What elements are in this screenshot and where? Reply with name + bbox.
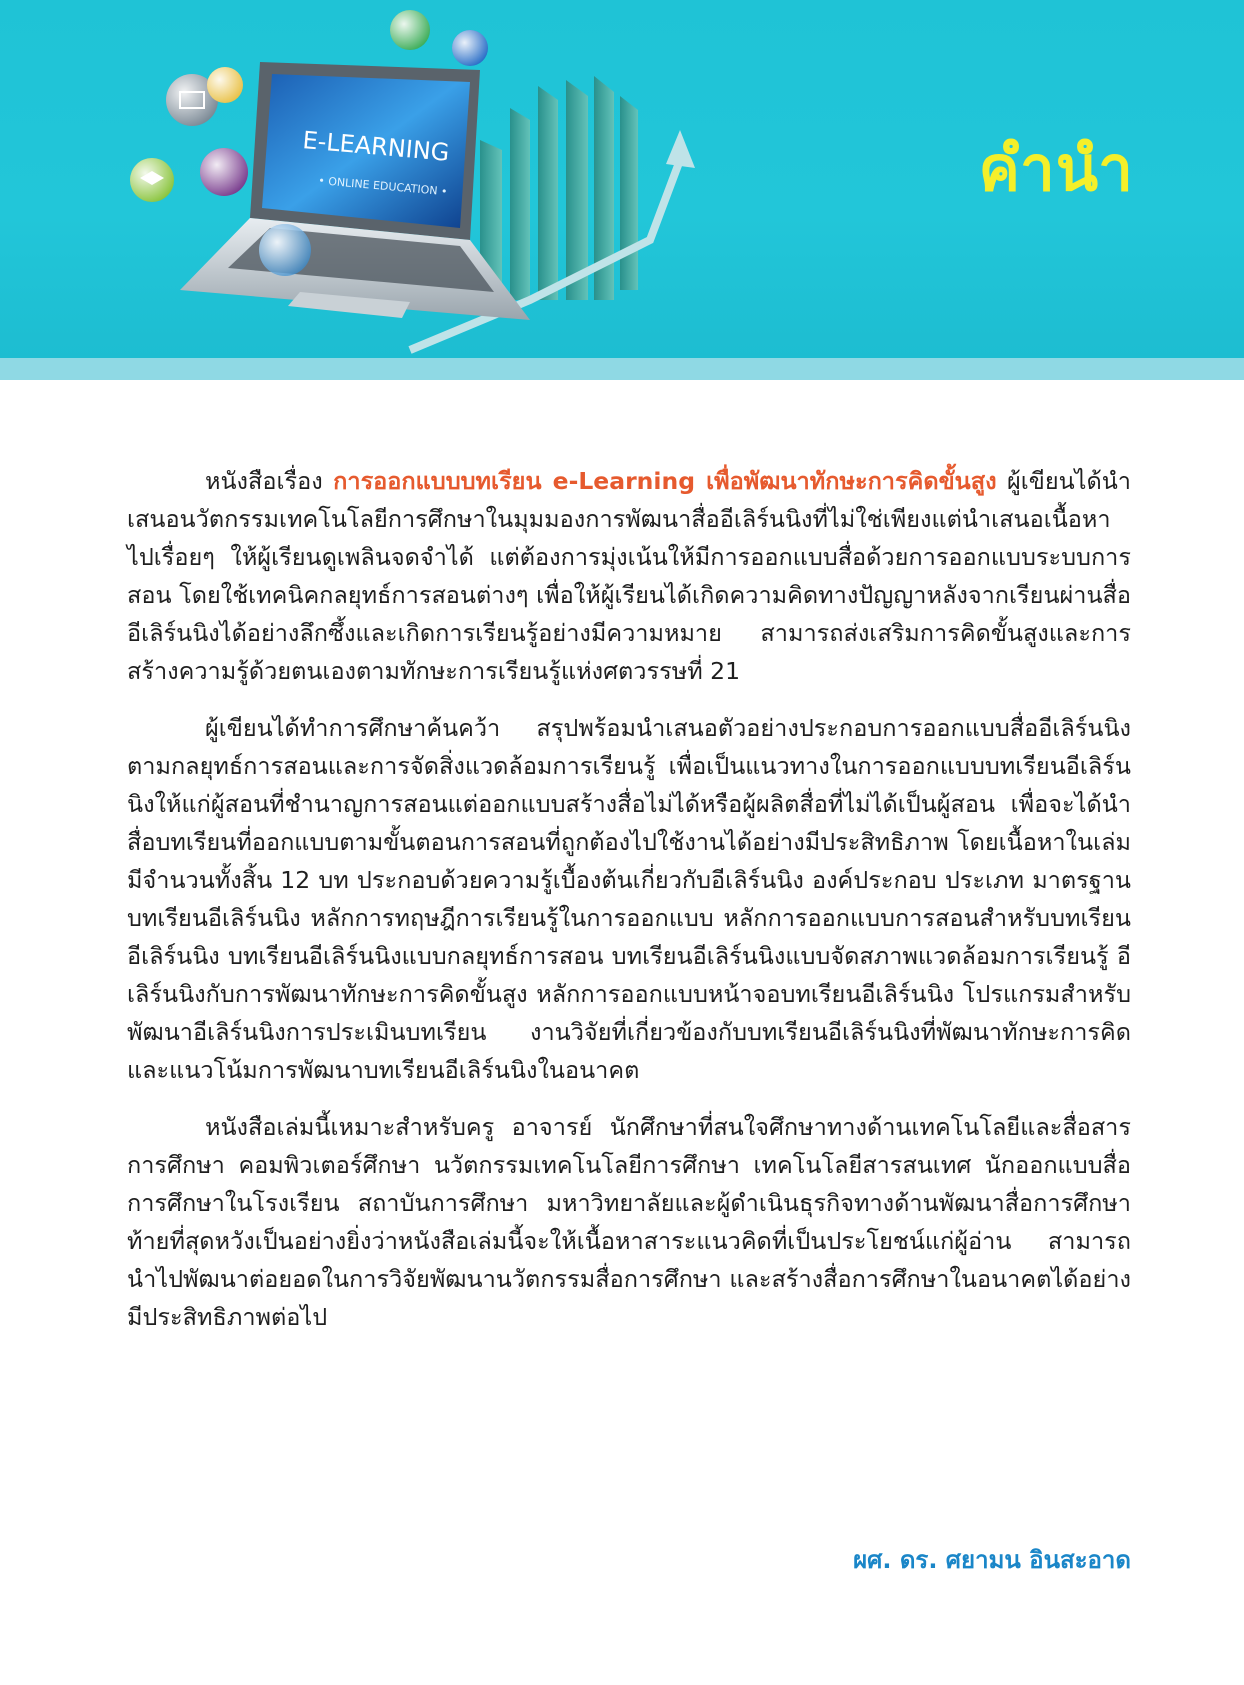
elearning-laptop-illustration [110,0,730,358]
intro-paragraph [127,462,1131,690]
paragraph-3: หนังสือเล่มนี้เหมาะสำหรับครู อาจารย์ นักศึกษาที่สนใจศึกษาทางด้านเทคโนโลยีและสื่อสารการศึกษา คอมพิวเตอร์ศึกษา นวัตกรรมเทคโนโลยีการศึกษา เทคโนโลยีสารสนเทศ นักออกแบบสื่อการศึกษาในโรงเรียน สถาบันการศึกษา มหาวิทยาลัยและผู้ดำเนินธุรกิจทางด้านพัฒนาสื่อการศึกษา ท้ายที่สุดหวังเป็นอย่างยิ่งว่าหนังสือเล่มนี้จะให้เนื้อหาสาระแนวคิดที่เป็นประโยชน์แก่ผู้อ่าน สามารถนำไปพัฒนาต่อยอดในการวิจัยพัฒนานวัตกรรมสื่อการศึกษา และสร้างสื่อการศึกษาในอนาคตได้อย่างมีประสิทธิภาพต่อไป [127,1113,1131,1331]
header-banner [0,0,1244,358]
page-title: คำนำ [978,132,1134,205]
science-orb-icon [200,148,248,196]
flask-orb-icon [259,224,311,276]
coin-orb-icon [207,67,243,103]
laptop-screen-title: E-LEARNING [301,126,451,167]
globe-orb-icon [390,10,430,50]
laptop-screen-subtitle: • ONLINE EDUCATION • [317,174,448,199]
intro-prefix: หนังสือเรื่อง [205,467,334,495]
intro-text: ผู้เขียนได้นำเสนอนวัตกรรมเทคโนโลยีการศึกษาในมุมมองการพัฒนาสื่ออีเลิร์นนิงที่ไม่ใช่เพียงแต่นำเสนอเนื้อหาไปเรื่อยๆ ให้ผู้เรียนดูเพลินจดจำได้ แต่ต้องการมุ่งเน้นให้มีการออกแบบสื่อด้วยการออกแบบระบบการสอน โดยใช้เทคนิคกลยุทธ์การสอนต่างๆ เพื่อให้ผู้เรียนได้เกิดความคิดทางปัญญาหลังจากเรียนผ่านสื่ออีเลิร์นนิงได้อย่างลึกซึ้งและเกิดการเรียนรู้อย่างมีความหมาย สามารถส่งเสริมการคิดขั้นสูงและการสร้างความรู้ด้วยตนเองตามทักษะการเรียนรู้แห่งศตวรรษที่ 21 [127,467,1132,685]
graduation-orb-icon [130,158,174,202]
preface-content [127,462,1131,1355]
books-icon [480,76,638,300]
building-orb-icon [452,30,488,66]
book-title-highlight: การออกแบบบทเรียน e-Learning เพื่อพัฒนาทักษะการคิดขั้นสูง [333,467,997,495]
banner-stripe [0,358,1244,380]
paragraph-2: ผู้เขียนได้ทำการศึกษาค้นคว้า สรุปพร้อมนำเสนอตัวอย่างประกอบการออกแบบสื่ออีเลิร์นนิงตามกลยุทธ์การสอนและการจัดสิ่งแวดล้อมการเรียนรู้ เพื่อเป็นแนวทางในการออกแบบบทเรียนอีเลิร์นนิงให้แก่ผู้สอนที่ชำนาญการสอนแต่ออกแบบสร้างสื่อไม่ได้หรือผู้ผลิตสื่อที่ไม่ได้เป็นผู้สอน เพื่อจะได้นำสื่อบทเรียนที่ออกแบบตามขั้นตอนการสอนที่ถูกต้องไปใช้งานได้อย่างมีประสิทธิภาพ โดยเนื้อหาในเล่มมีจำนวนทั้งสิ้น 12 บท ประกอบด้วยความรู้เบื้องต้นเกี่ยวกับอีเลิร์นนิง องค์ประกอบ ประเภท มาตรฐานบทเรียนอีเลิร์นนิง หลักการทฤษฎีการเรียนรู้ในการออกแบบ หลักการออกแบบการสอนสำหรับบทเรียนอีเลิร์นนิง บทเรียนอีเลิร์นนิงแบบกลยุทธ์การสอน บทเรียนอีเลิร์นนิงแบบจัดสภาพแวดล้อมการเรียนรู้ อีเลิร์นนิงกับการพัฒนาทักษะการคิดขั้นสูง หลักการออกแบบหน้าจอบทเรียนอีเลิร์นนิง โปรแกรมสำหรับพัฒนาอีเลิร์นนิงการประเมินบทเรียน งานวิจัยที่เกี่ยวข้องกับบทเรียนอีเลิร์นนิงที่พัฒนาทักษะการคิดและแนวโน้มการพัฒนาบทเรียนอีเลิร์นนิงในอนาคต [127,714,1131,1084]
author-signature: ผศ. ดร. ศยามน อินสะอาด [853,1546,1131,1574]
